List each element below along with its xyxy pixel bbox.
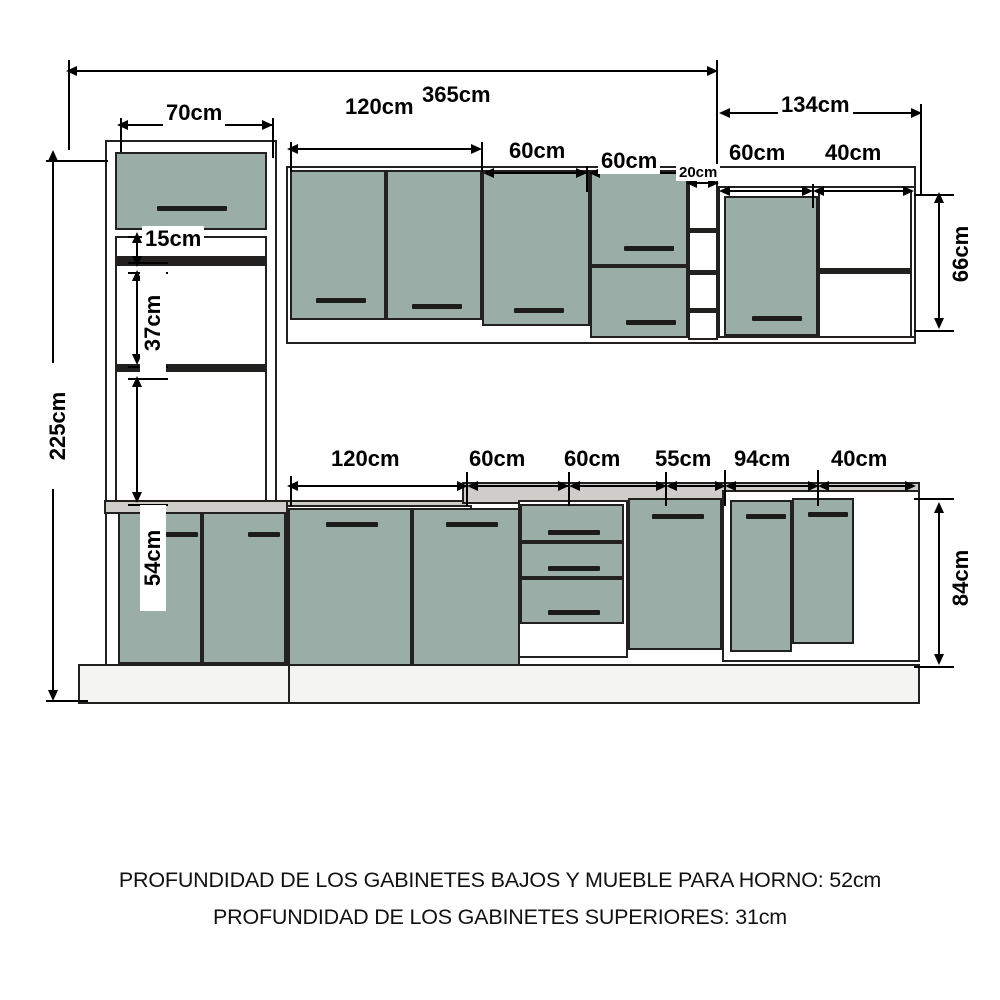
dim-60a-upper-line xyxy=(486,172,586,174)
dim-60c-arrow-left xyxy=(719,186,730,196)
upper-niche-20 xyxy=(688,176,718,340)
dim-40-base-arrow-left xyxy=(818,481,829,491)
dim-40-upper-label: 40cm xyxy=(822,140,884,166)
dim-70-arrow-left xyxy=(117,120,128,130)
upper-niche-shelf-2 xyxy=(690,270,716,275)
base-corner-door-94 xyxy=(730,500,792,652)
dim-225-label: 225cm xyxy=(45,363,71,489)
dim-84-label: 84cm xyxy=(948,525,974,631)
base-door-60 xyxy=(628,498,722,650)
dim-60c-line xyxy=(722,190,810,192)
base-door-120-right xyxy=(412,508,520,666)
dim-15-label: 15cm xyxy=(142,226,204,252)
upper-niche-shelf-3 xyxy=(690,308,716,313)
handle-icon xyxy=(626,320,676,325)
dim-225-tick-top xyxy=(46,160,108,162)
dim-120-base-line xyxy=(290,485,466,487)
handle-icon xyxy=(248,532,280,537)
dim-40-upper-line xyxy=(816,190,912,192)
dim-40-base-line xyxy=(821,485,913,487)
dim-40-upper-arrow-left xyxy=(813,186,824,196)
tall-column-plinth xyxy=(78,664,290,704)
base-drawer-3 xyxy=(520,578,624,624)
handle-icon xyxy=(548,530,600,535)
upper-door-120-left xyxy=(290,170,386,320)
dim-55-arrow-left xyxy=(666,481,677,491)
handle-icon xyxy=(808,512,848,517)
dim-120-upper-tick-left xyxy=(290,142,292,172)
handle-icon xyxy=(326,522,378,527)
dim-70-label: 70cm xyxy=(163,100,225,126)
dim-94-label: 94cm xyxy=(731,446,793,472)
handle-icon xyxy=(652,514,704,519)
dim-365-label: 365cm xyxy=(419,82,494,108)
upper-open-40 xyxy=(818,190,912,338)
handle-icon xyxy=(548,610,600,615)
dim-60b-upper-label: 60cm xyxy=(598,148,660,174)
base-door-120-left xyxy=(288,508,412,666)
handle-icon xyxy=(514,308,564,313)
dim-94-line xyxy=(728,485,816,487)
dim-84-line xyxy=(938,510,940,658)
dim-70-tick-right xyxy=(272,118,274,158)
upper-door-60-a xyxy=(482,170,590,326)
handle-icon xyxy=(316,298,366,303)
dim-70-tick-left xyxy=(120,118,122,152)
dim-365-line xyxy=(68,70,718,72)
dim-37-line xyxy=(136,278,138,358)
dim-54-line xyxy=(136,384,138,496)
handle-icon xyxy=(746,514,786,519)
dim-60a-base-arrow-left xyxy=(467,481,478,491)
dim-120-base-label: 120cm xyxy=(328,446,403,472)
upper-open-40-shelf xyxy=(820,268,910,274)
dim-84-tick-bottom xyxy=(914,666,954,668)
handle-icon xyxy=(157,206,227,211)
dim-365-tick-left xyxy=(68,60,70,150)
dim-66-tick-bottom xyxy=(914,330,954,332)
dim-84-arrow-up xyxy=(934,502,944,513)
handle-icon xyxy=(624,246,674,251)
handle-icon xyxy=(548,566,600,571)
dim-60a-upper-tick xyxy=(586,166,588,192)
dim-66-line xyxy=(938,200,940,322)
tall-column-top-door xyxy=(115,152,267,230)
dim-60c-label: 60cm xyxy=(726,140,788,166)
dim-37-label: 37cm xyxy=(140,270,166,376)
dim-54-tick-top xyxy=(128,378,168,380)
dim-120-base-arrow-left xyxy=(287,481,298,491)
dim-60a-base-label: 60cm xyxy=(466,446,528,472)
upper-door-120-right xyxy=(386,170,482,320)
dim-60a-upper-label: 60cm xyxy=(506,138,568,164)
dim-120-upper-line xyxy=(290,148,480,150)
dim-15-tick-bottom xyxy=(128,262,168,264)
dim-66-label: 66cm xyxy=(948,201,974,307)
dim-120-upper-arrow-left xyxy=(287,144,298,154)
tall-column-shelf-3 xyxy=(115,370,267,512)
dim-66-arrow-down xyxy=(934,318,944,329)
dim-40-upper-arrow-right xyxy=(903,186,914,196)
handle-icon xyxy=(446,522,498,527)
dim-40-base-arrow-right xyxy=(905,481,916,491)
note-line-2: PROFUNDIDAD DE LOS GABINETES SUPERIORES: 31cm xyxy=(212,905,787,929)
dim-84-tick-top xyxy=(914,498,954,500)
upper-door-60-b xyxy=(590,170,688,266)
dim-120-base-tick-left xyxy=(290,476,292,506)
note-line-1: PROFUNDIDAD DE LOS GABINETES BAJOS Y MUEBLE PARA HORNO: 52cm xyxy=(118,868,882,892)
dim-60b-base-arrow-left xyxy=(569,481,580,491)
handle-icon xyxy=(752,316,802,321)
dim-20-label: 20cm xyxy=(676,164,720,181)
dim-134-label: 134cm xyxy=(778,92,853,118)
handle-icon xyxy=(412,304,462,309)
dim-60b-base-label: 60cm xyxy=(561,446,623,472)
base-door-40 xyxy=(792,498,854,644)
dim-60a-base-line xyxy=(470,485,568,487)
dim-134-arrow-left xyxy=(719,108,730,118)
upper-door-60-b-lower xyxy=(590,266,688,338)
dim-54-label: 54cm xyxy=(140,505,166,611)
dim-55-label: 55cm xyxy=(652,446,714,472)
tall-column-lower-door-right xyxy=(202,512,286,664)
base-drawer-2 xyxy=(520,542,624,578)
upper-niche-shelf-1 xyxy=(690,228,716,233)
dim-60b-base-line xyxy=(572,485,664,487)
dim-225-tick-bottom xyxy=(46,700,88,702)
dim-40-base-label: 40cm xyxy=(828,446,890,472)
dim-66-tick-top xyxy=(914,194,954,196)
base-drawer-1 xyxy=(520,504,624,542)
upper-corner-door-60 xyxy=(724,196,818,336)
dim-94-arrow-left xyxy=(725,481,736,491)
dim-134-tick-right xyxy=(920,104,922,194)
dim-60a-upper-arrow-left xyxy=(483,168,494,178)
dim-365-tick-right xyxy=(716,60,718,170)
handle-icon xyxy=(166,532,198,537)
dim-54-arrow-down xyxy=(132,492,142,503)
dim-84-arrow-down xyxy=(934,654,944,665)
dim-120-upper-label: 120cm xyxy=(342,94,417,120)
